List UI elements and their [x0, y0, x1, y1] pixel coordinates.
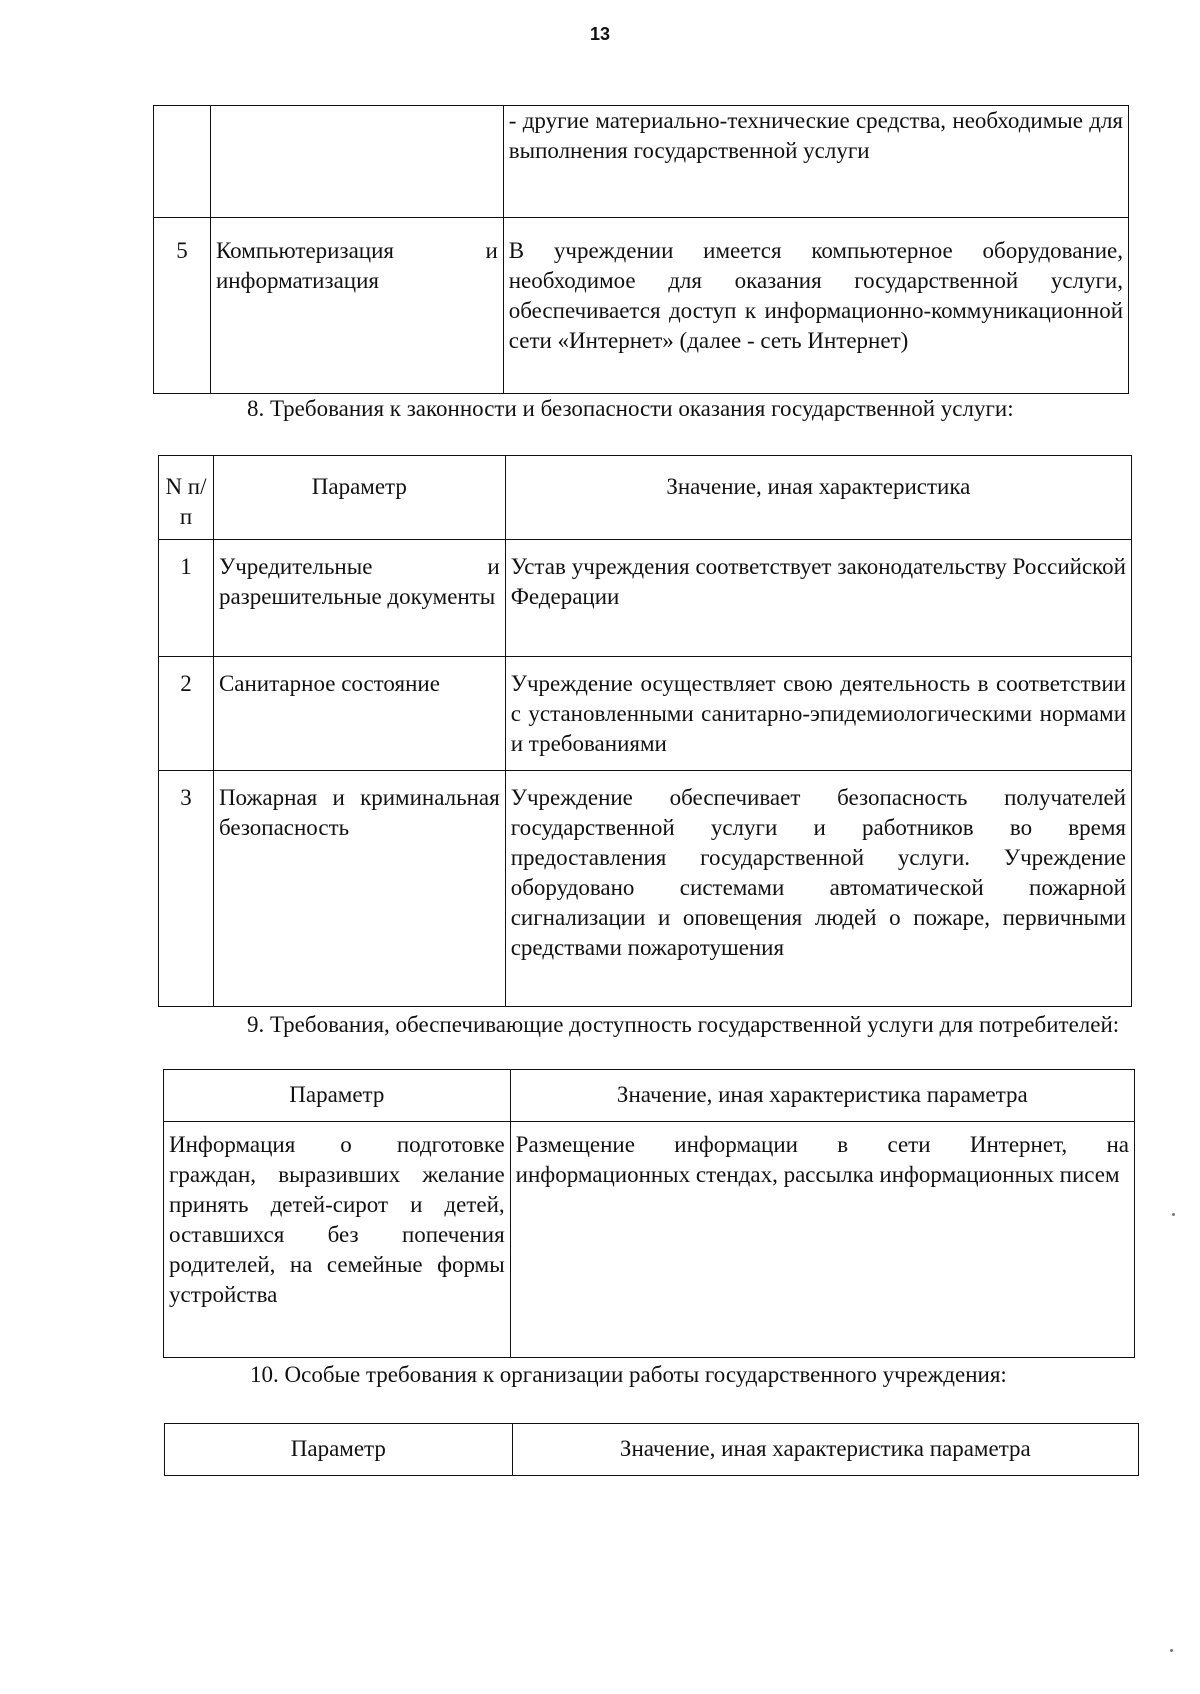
table-row [159, 771, 1132, 1007]
scan-speck [1170, 1649, 1173, 1652]
row-value: В учреждении имеется компьютерное оборудование, необходимое для оказания государственной услуги, обеспечивается доступ к информационно-коммуникационной сети «Интернет» (далее - сеть Интернет) [503, 218, 1128, 394]
row-number: 2 [159, 657, 214, 771]
table-row [154, 106, 1129, 218]
row-number: 3 [159, 771, 214, 1007]
header-value: Значение, иная характеристика [505, 456, 1131, 540]
legality-safety-table [158, 455, 1132, 1007]
row-parameter: Информация о подготовке граждан, выразивших желание принять детей-сирот и детей, оставшихся без попечения родителей, на семейные формы устройства [164, 1122, 511, 1358]
table-row [164, 1122, 1135, 1358]
row-parameter [210, 106, 503, 218]
table-row [159, 540, 1132, 657]
row-value: Учреждение осуществляет свою деятельность в соответствии с установленными санитарно-эпидемиологическими нормами и требованиями [505, 657, 1131, 771]
section-8-heading-text: 8. Требования к законности и безопасности оказания государственной услуги: [247, 396, 1014, 421]
header-param: Параметр [165, 1424, 513, 1476]
row-parameter: Пожарная и криминальная безопасность [213, 771, 505, 1007]
row-parameter: Учредительные и разрешительные документы [213, 540, 505, 657]
section-9-heading-text: 9. Требования, обеспечивающие доступность государственной услуги для потребителей: [247, 1012, 1120, 1037]
row-parameter: Компьютеризация и информатизация [210, 218, 503, 394]
header-param: Параметр [164, 1070, 511, 1122]
scan-speck [1172, 1213, 1175, 1216]
row-parameter: Санитарное состояние [213, 657, 505, 771]
table-header-row [164, 1070, 1135, 1122]
material-base-table-continued [153, 105, 1129, 394]
row-value: Размещение информации в сети Интернет, на информационных стендах, рассылка информационных писем [510, 1122, 1134, 1358]
page-number: 13 [589, 24, 611, 44]
row-number: 5 [154, 218, 211, 394]
section-10-heading [168, 1360, 1143, 1390]
row-number [154, 106, 211, 218]
accessibility-table [163, 1069, 1135, 1358]
special-requirements-table [164, 1423, 1139, 1476]
table-header-row [165, 1424, 1139, 1476]
row-number: 1 [159, 540, 214, 657]
row-value: - другие материально-технические средства, необходимые для выполнения государственной услуги [503, 106, 1128, 218]
header-value: Значение, иная характеристика параметра [510, 1070, 1134, 1122]
header-value: Значение, иная характеристика параметра [512, 1424, 1138, 1476]
header-param: Параметр [213, 456, 505, 540]
section-9-heading [165, 1010, 1135, 1040]
section-10-heading-text: 10. Особые требования к организации работы государственного учреждения: [250, 1362, 1007, 1387]
section-8-heading [165, 394, 1130, 424]
row-value: Учреждение обеспечивает безопасность получателей государственной услуги и работников во время предоставления государственной услуги. Учреждение оборудовано системами автоматической пожарной сигнализации и оповещения людей о пожаре, первичными средствами пожаротушения [505, 771, 1131, 1007]
row-value: Устав учреждения соответствует законодательству Российской Федерации [505, 540, 1131, 657]
header-num: N п/п [159, 456, 214, 540]
table-row [154, 218, 1129, 394]
table-row [159, 657, 1132, 771]
table-header-row [159, 456, 1132, 540]
